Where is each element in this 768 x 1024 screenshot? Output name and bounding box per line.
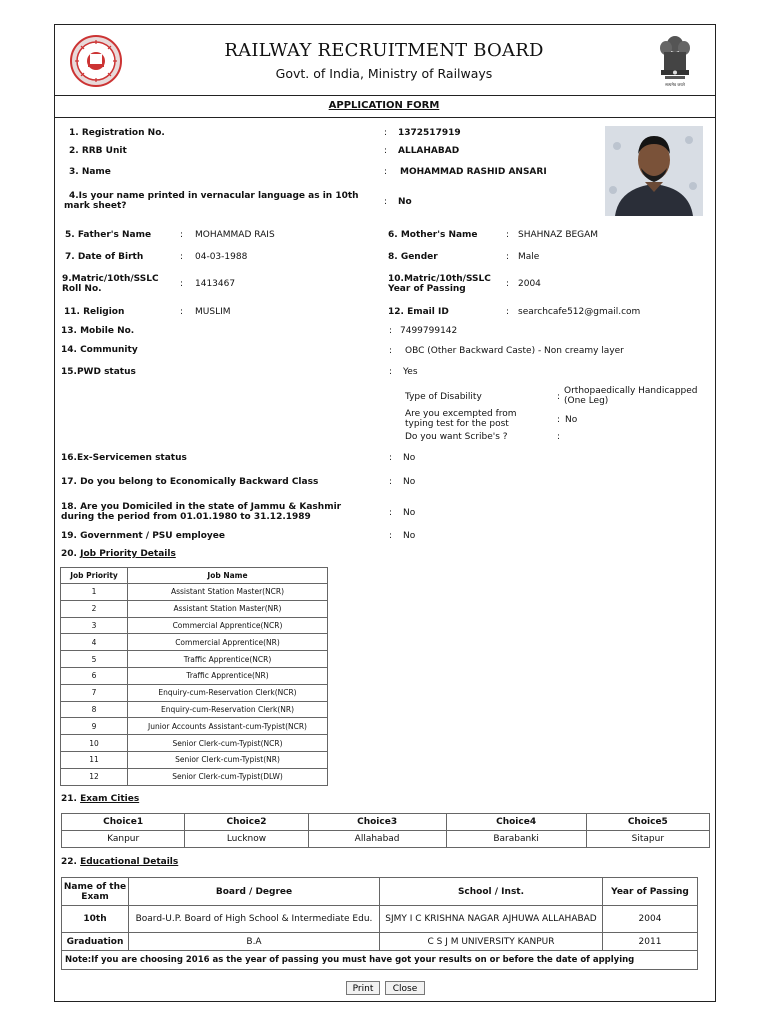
roll-no-value: 1413467 xyxy=(195,279,236,289)
applicant-photo xyxy=(605,126,703,216)
roll-no-label-line2: Roll No. xyxy=(62,284,102,294)
form-title-divider xyxy=(54,117,716,118)
ebc-label: 17. Do you belong to Economically Backward Class xyxy=(61,477,319,487)
vernacular-colon: : xyxy=(384,197,388,207)
education-section-heading xyxy=(61,857,178,867)
education-exam-cell: Graduation xyxy=(62,933,129,951)
job-priority-row xyxy=(61,600,328,617)
year-passing-header: Year of Passing xyxy=(603,878,698,906)
job-priority-row xyxy=(61,651,328,668)
job-priority-row xyxy=(61,735,328,752)
emblem-caption: सत्यमेव जयते xyxy=(665,82,685,87)
ex-servicemen-label: 16.Ex-Servicemen status xyxy=(61,453,187,463)
dob-colon: : xyxy=(180,252,184,262)
job-priority-cell: 2 xyxy=(61,600,128,617)
father-name-value: MOHAMMAD RAIS xyxy=(195,230,275,240)
year-passing-label-line2: Year of Passing xyxy=(388,284,466,294)
registration-no-label: 1. Registration No. xyxy=(69,128,165,138)
typing-exempt-label-line1: Are you excempted from xyxy=(405,409,517,419)
job-priority-section-no: 20. xyxy=(61,549,77,559)
year-passing-label-line1: 10.Matric/10th/SSLC xyxy=(388,274,491,284)
mother-name-value: SHAHNAZ BEGAM xyxy=(518,230,599,240)
registration-no-value: 1372517919 xyxy=(398,128,461,138)
mobile-colon: : xyxy=(389,326,393,336)
ex-servicemen-value: No xyxy=(403,453,416,463)
mother-name-colon: : xyxy=(506,230,510,240)
govt-employee-value: No xyxy=(403,531,416,541)
job-name-cell: Commercial Apprentice(NCR) xyxy=(128,617,328,634)
exam-name-header: Name of the Exam xyxy=(62,878,129,906)
jk-domicile-value: No xyxy=(403,508,416,518)
job-priority-cell: 5 xyxy=(61,651,128,668)
typing-exempt-label-line2: typing test for the post xyxy=(405,419,509,429)
roll-no-label-line1: 9.Matric/10th/SSLC xyxy=(62,274,159,284)
community-value: OBC (Other Backward Caste) - Non creamy layer xyxy=(405,346,624,356)
dob-value: 04-03-1988 xyxy=(195,252,248,262)
disability-type-value-line1: Orthopaedically Handicapped xyxy=(564,386,698,396)
choice4-value: Barabanki xyxy=(446,831,586,848)
vernacular-value: No xyxy=(398,197,412,207)
job-name-cell: Commercial Apprentice(NR) xyxy=(128,634,328,651)
job-priority-cell: 1 xyxy=(61,584,128,601)
education-table xyxy=(61,877,698,970)
job-priority-row xyxy=(61,701,328,718)
vernacular-label xyxy=(64,191,374,211)
job-priority-row xyxy=(61,718,328,735)
ebc-colon: : xyxy=(389,477,393,487)
exam-cities-table xyxy=(61,813,710,848)
choice2-value: Lucknow xyxy=(185,831,308,848)
job-priority-cell: 9 xyxy=(61,718,128,735)
exam-cities-section-no: 21. xyxy=(61,794,77,804)
choice5-value: Sitapur xyxy=(586,831,709,848)
email-value: searchcafe512@gmail.com xyxy=(518,307,641,317)
email-label: 12. Email ID xyxy=(388,307,449,317)
jk-domicile-label-line1: 18. Are you Domiciled in the state of Jammu & Kashmir xyxy=(61,502,342,512)
choice1-header: Choice1 xyxy=(62,814,185,831)
pwd-colon: : xyxy=(389,367,393,377)
vernacular-label-line1: 4.Is your name printed in vernacular language as in 10th xyxy=(69,191,359,201)
job-priority-row xyxy=(61,634,328,651)
roll-no-colon: : xyxy=(180,279,184,289)
rrb-unit-value: ALLAHABAD xyxy=(398,146,460,156)
job-name-cell: Assistant Station Master(NCR) xyxy=(128,584,328,601)
year-passing-label xyxy=(388,274,491,294)
choice2-header: Choice2 xyxy=(185,814,308,831)
ebc-value: No xyxy=(403,477,416,487)
registration-no-colon: : xyxy=(384,128,388,138)
education-school-cell: SJMY I C KRISHNA NAGAR AJHUWA ALLAHABAD xyxy=(380,906,603,933)
community-colon: : xyxy=(389,346,393,356)
education-board-cell: Board-U.P. Board of High School & Intermediate Edu. xyxy=(129,906,380,933)
header-divider xyxy=(54,95,716,96)
job-priority-cell: 4 xyxy=(61,634,128,651)
roll-no-label xyxy=(62,274,159,294)
religion-label: 11. Religion xyxy=(64,307,125,317)
job-priority-cell: 11 xyxy=(61,751,128,768)
jk-domicile-colon: : xyxy=(389,508,393,518)
scribe-colon: : xyxy=(557,432,561,442)
name-colon: : xyxy=(384,167,388,177)
rrb-unit-colon: : xyxy=(384,146,388,156)
job-name-cell: Enquiry-cum-Reservation Clerk(NR) xyxy=(128,701,328,718)
choice3-value: Allahabad xyxy=(308,831,446,848)
dob-label: 7. Date of Birth xyxy=(65,252,144,262)
form-title: APPLICATION FORM xyxy=(328,100,440,111)
job-name-cell: Senior Clerk-cum-Typist(NR) xyxy=(128,751,328,768)
print-button[interactable]: Print xyxy=(346,981,380,995)
board-degree-header: Board / Degree xyxy=(129,878,380,906)
job-priority-cell: 10 xyxy=(61,735,128,752)
job-name-cell: Senior Clerk-cum-Typist(NCR) xyxy=(128,735,328,752)
typing-exempt-value: No xyxy=(565,415,578,425)
job-name-cell: Assistant Station Master(NR) xyxy=(128,600,328,617)
education-row xyxy=(62,933,698,951)
year-passing-colon: : xyxy=(506,279,510,289)
job-priority-cell: 6 xyxy=(61,667,128,684)
mobile-value: 7499799142 xyxy=(400,326,458,336)
education-year-cell: 2004 xyxy=(603,906,698,933)
close-button[interactable]: Close xyxy=(385,981,425,995)
pwd-label: 15.PWD status xyxy=(61,367,136,377)
job-priority-cell: 12 xyxy=(61,768,128,785)
religion-colon: : xyxy=(180,307,184,317)
email-colon: : xyxy=(506,307,510,317)
job-name-cell: Traffic Apprentice(NCR) xyxy=(128,651,328,668)
job-priority-cell: 8 xyxy=(61,701,128,718)
job-priority-section-heading xyxy=(61,549,176,559)
mobile-label: 13. Mobile No. xyxy=(61,326,135,336)
typing-exempt-label xyxy=(405,409,517,429)
education-note: Note:If you are choosing 2016 as the year of passing you must have got your results on or before the date of applying xyxy=(62,951,698,970)
job-name-cell: Enquiry-cum-Reservation Clerk(NCR) xyxy=(128,684,328,701)
father-name-label: 5. Father's Name xyxy=(65,230,152,240)
job-name-cell: Senior Clerk-cum-Typist(DLW) xyxy=(128,768,328,785)
choice4-header: Choice4 xyxy=(446,814,586,831)
disability-type-label: Type of Disability xyxy=(405,392,482,402)
school-inst-header: School / Inst. xyxy=(380,878,603,906)
education-school-cell: C S J M UNIVERSITY KANPUR xyxy=(380,933,603,951)
page-title: RAILWAY RECRUITMENT BOARD xyxy=(224,40,544,61)
job-priority-cell: 3 xyxy=(61,617,128,634)
job-priority-row xyxy=(61,768,328,785)
name-label: 3. Name xyxy=(69,167,111,177)
disability-type-value-line2: (One Leg) xyxy=(564,396,609,406)
job-priority-row xyxy=(61,751,328,768)
education-section-title: Educational Details xyxy=(80,857,179,867)
religion-value: MUSLIM xyxy=(195,307,231,317)
job-priority-row xyxy=(61,684,328,701)
gender-value: Male xyxy=(518,252,540,262)
education-board-cell: B.A xyxy=(129,933,380,951)
disability-type-colon: : xyxy=(557,392,561,402)
education-year-cell: 2011 xyxy=(603,933,698,951)
page-subtitle: Govt. of India, Ministry of Railways xyxy=(275,66,493,81)
mother-name-label: 6. Mother's Name xyxy=(388,230,478,240)
gender-label: 8. Gender xyxy=(388,252,438,262)
disability-type-value xyxy=(564,386,698,406)
job-priority-section-title: Job Priority Details xyxy=(80,549,176,559)
education-section-no: 22. xyxy=(61,857,77,867)
job-name-cell: Traffic Apprentice(NR) xyxy=(128,667,328,684)
jk-domicile-label-line2: during the period from 01.01.1980 to 31.12.1989 xyxy=(61,512,311,522)
job-priority-header: Job Priority xyxy=(61,568,128,584)
job-priority-cell: 7 xyxy=(61,684,128,701)
job-name-cell: Junior Accounts Assistant-cum-Typist(NCR) xyxy=(128,718,328,735)
vernacular-label-line2: mark sheet? xyxy=(64,201,127,211)
name-value: MOHAMMAD RASHID ANSARI xyxy=(400,167,547,177)
year-passing-value: 2004 xyxy=(518,279,541,289)
job-name-header: Job Name xyxy=(128,568,328,584)
govt-employee-label: 19. Government / PSU employee xyxy=(61,531,225,541)
community-label: 14. Community xyxy=(61,345,138,355)
choice1-value: Kanpur xyxy=(62,831,185,848)
govt-employee-colon: : xyxy=(389,531,393,541)
rrb-unit-label: 2. RRB Unit xyxy=(69,146,127,156)
scribe-label: Do you want Scribe's ? xyxy=(405,432,508,442)
gender-colon: : xyxy=(506,252,510,262)
exam-cities-section-title: Exam Cities xyxy=(80,794,140,804)
education-exam-cell: 10th xyxy=(62,906,129,933)
father-name-colon: : xyxy=(180,230,184,240)
job-priority-row xyxy=(61,667,328,684)
ex-servicemen-colon: : xyxy=(389,453,393,463)
job-priority-table xyxy=(60,567,328,786)
jk-domicile-label xyxy=(61,502,341,522)
education-row xyxy=(62,906,698,933)
job-priority-row xyxy=(61,584,328,601)
pwd-value: Yes xyxy=(403,367,418,377)
typing-exempt-colon: : xyxy=(557,415,561,425)
choice5-header: Choice5 xyxy=(586,814,709,831)
job-priority-row xyxy=(61,617,328,634)
choice3-header: Choice3 xyxy=(308,814,446,831)
exam-cities-section-heading xyxy=(61,794,139,804)
